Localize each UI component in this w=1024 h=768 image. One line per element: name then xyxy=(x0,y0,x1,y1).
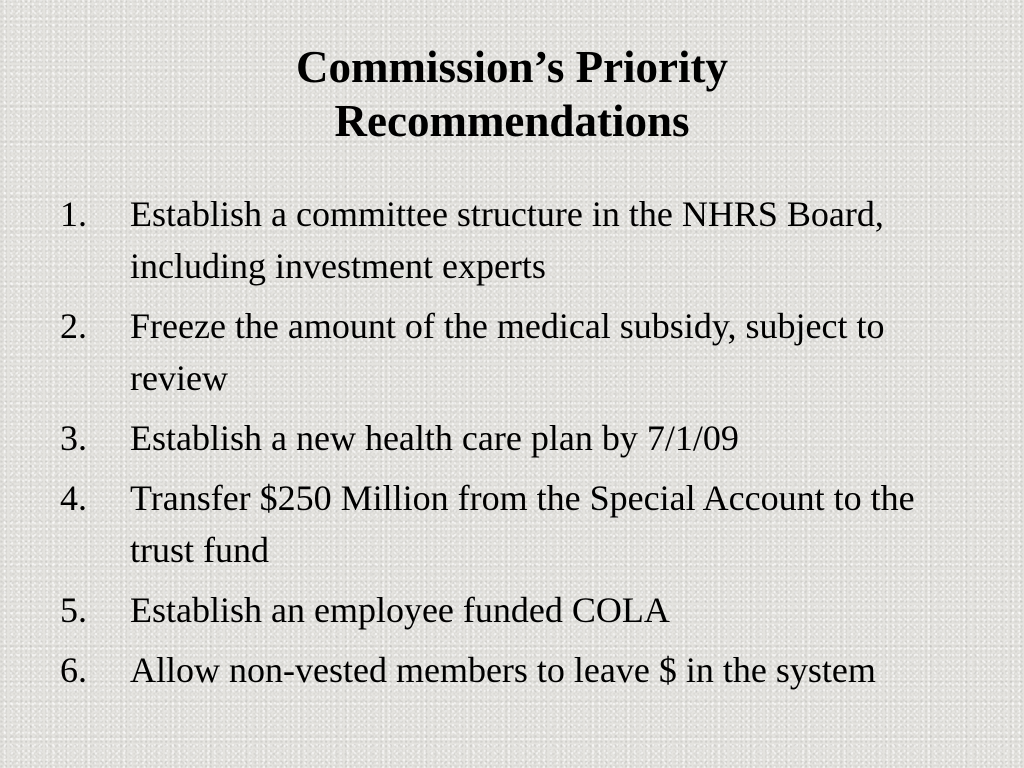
list-item-number: 6. xyxy=(60,650,87,690)
list-item xyxy=(60,412,980,464)
list-item-number: 1. xyxy=(60,194,87,234)
list-item-text: Establish a committee structure in the NHRS Board, including investment experts xyxy=(130,194,884,286)
list-item-number: 5. xyxy=(60,590,87,630)
list-item-text: Establish a new health care plan by 7/1/09 xyxy=(130,418,739,458)
list-item-number: 3. xyxy=(60,418,87,458)
slide-title-line-2: Recommendations xyxy=(334,96,690,146)
list-item xyxy=(60,644,980,696)
list-item-text: Freeze the amount of the medical subsidy, subject to review xyxy=(130,306,885,398)
list-item-text: Establish an employee funded COLA xyxy=(130,590,670,630)
list-item-text: Allow non-vested members to leave $ in the system xyxy=(130,650,876,690)
list-item-number: 2. xyxy=(60,306,87,346)
slide-title-line-1: Commission’s Priority xyxy=(295,42,729,92)
list-item xyxy=(60,188,980,292)
slide-title xyxy=(0,40,1024,148)
list-item xyxy=(60,472,980,576)
list-item-number: 4. xyxy=(60,478,87,518)
list-item xyxy=(60,584,980,636)
list-item-text: Transfer $250 Million from the Special Account to the trust fund xyxy=(130,478,915,570)
list-item xyxy=(60,300,980,404)
recommendations-list xyxy=(60,188,980,704)
